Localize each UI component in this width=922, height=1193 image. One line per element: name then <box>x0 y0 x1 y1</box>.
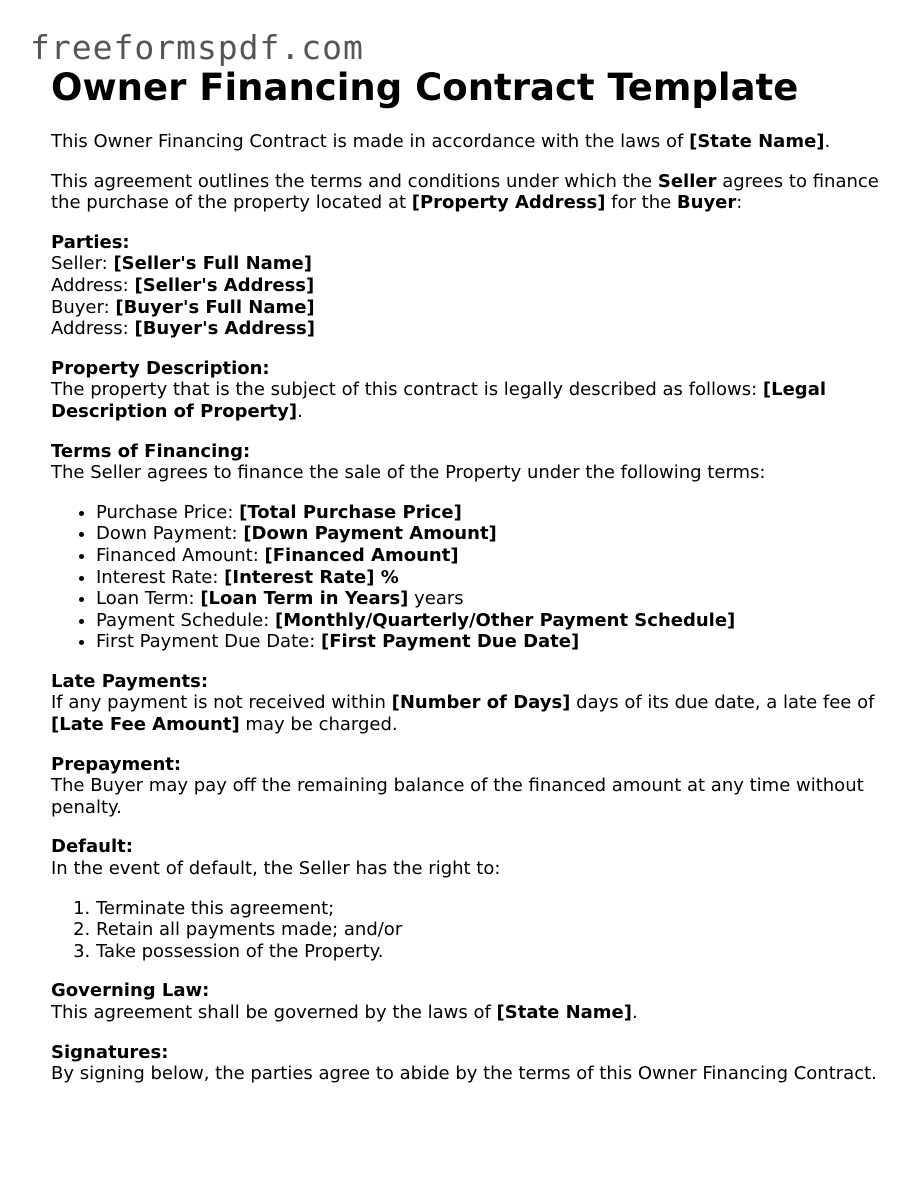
list-item <box>96 502 881 524</box>
term-value: [Financed Amount] <box>264 544 459 566</box>
term-label: First Payment Due Date: <box>96 631 321 653</box>
governing-end: . <box>631 1002 638 1023</box>
signatures-heading: Signatures: <box>51 1041 169 1063</box>
late-payments-heading: Late Payments: <box>51 670 209 692</box>
term-value: [Loan Term in Years] <box>200 588 409 610</box>
agreement-text-2: agrees to finance the purchase of the property located at <box>51 170 879 214</box>
property-text: The property that is the subject of this contract is legally described as follows: <box>51 379 763 401</box>
buyer-address-placeholder: [Buyer's Address] <box>134 318 315 340</box>
financing-terms-list <box>51 502 881 653</box>
default-heading: Default: <box>51 836 133 858</box>
agreement-address-placeholder: [Property Address] <box>411 192 606 214</box>
financing-section <box>51 441 881 484</box>
intro-end: . <box>824 131 831 152</box>
governing-text: This agreement shall be governed by the laws of <box>51 1002 497 1023</box>
signatures-section <box>51 1042 881 1085</box>
intro-text: This Owner Financing Contract is made in accordance with the laws of <box>51 131 690 152</box>
prepayment-heading: Prepayment: <box>51 753 182 775</box>
prepayment-section <box>51 754 881 819</box>
property-heading: Property Description: <box>51 357 270 379</box>
agreement-text-4: : <box>736 192 743 214</box>
term-suffix: years <box>408 588 464 610</box>
seller-address-placeholder: [Seller's Address] <box>134 274 315 296</box>
governing-state-placeholder: [State Name] <box>496 1002 632 1023</box>
signatures-text: By signing below, the parties agree to abide by the terms of this Owner Financing Contract. <box>51 1063 877 1085</box>
agreement-seller: Seller <box>657 170 717 192</box>
buyer-label: Buyer: <box>51 296 116 318</box>
agreement-text-3: for the <box>605 192 677 214</box>
seller-label: Seller: <box>51 253 114 275</box>
page-title: Owner Financing Contract Template <box>51 66 799 109</box>
term-label: Financed Amount: <box>96 544 265 566</box>
list-item: 2. Retain all payments made; and/or <box>96 919 881 941</box>
agreement-paragraph <box>51 171 881 214</box>
list-item <box>96 545 881 567</box>
intro-paragraph <box>51 131 881 153</box>
agreement-buyer: Buyer <box>676 192 737 214</box>
default-text: In the event of default, the Seller has the right to: <box>51 858 501 880</box>
financing-heading: Terms of Financing: <box>51 440 251 462</box>
list-item <box>96 588 881 610</box>
late-text-3: may be charged. <box>239 714 398 736</box>
property-section <box>51 358 881 423</box>
agreement-text-1: This agreement outlines the terms and conditions under which the <box>51 170 658 192</box>
term-label: Down Payment: <box>96 523 244 545</box>
parties-section <box>51 232 881 340</box>
property-end: . <box>297 400 303 422</box>
default-section <box>51 836 881 879</box>
governing-law-section <box>51 980 881 1023</box>
list-item: 1. Terminate this agreement; <box>96 898 881 920</box>
term-label: Payment Schedule: <box>96 609 276 631</box>
list-item <box>96 631 881 653</box>
term-label: Loan Term: <box>96 588 201 610</box>
late-days-placeholder: [Number of Days] <box>391 692 571 714</box>
term-value: [First Payment Due Date] <box>321 631 580 653</box>
term-label: Interest Rate: <box>96 566 225 588</box>
buyer-address-label: Address: <box>51 318 135 340</box>
list-item <box>96 523 881 545</box>
term-value: [Interest Rate] % <box>224 566 399 588</box>
late-text-1: If any payment is not received within <box>51 692 392 714</box>
intro-state-placeholder: [State Name] <box>689 131 825 152</box>
prepayment-text: The Buyer may pay off the remaining balance of the financed amount at any time without penalty. <box>51 775 864 818</box>
term-label: Purchase Price: <box>96 501 240 523</box>
term-value: [Total Purchase Price] <box>239 501 462 523</box>
buyer-name-placeholder: [Buyer's Full Name] <box>115 296 315 318</box>
watermark: freeformspdf.com <box>30 28 364 67</box>
parties-heading: Parties: <box>51 231 130 253</box>
list-item: 3. Take possession of the Property. <box>96 941 881 963</box>
term-value: [Monthly/Quarterly/Other Payment Schedule] <box>275 609 736 631</box>
late-text-2: days of its due date, a late fee of <box>570 692 875 714</box>
financing-text: The Seller agrees to finance the sale of the Property under the following terms: <box>51 462 766 484</box>
property-legal-placeholder: [Legal Description of Property] <box>51 379 827 422</box>
term-value: [Down Payment Amount] <box>243 523 497 545</box>
seller-address-label: Address: <box>51 274 135 296</box>
default-rights-list <box>51 898 881 963</box>
late-payments-section <box>51 671 881 736</box>
governing-law-heading: Governing Law: <box>51 980 210 1002</box>
seller-name-placeholder: [Seller's Full Name] <box>113 253 312 275</box>
list-item <box>96 567 881 589</box>
document-page <box>51 64 881 1085</box>
list-item <box>96 610 881 632</box>
late-fee-placeholder: [Late Fee Amount] <box>51 714 240 736</box>
